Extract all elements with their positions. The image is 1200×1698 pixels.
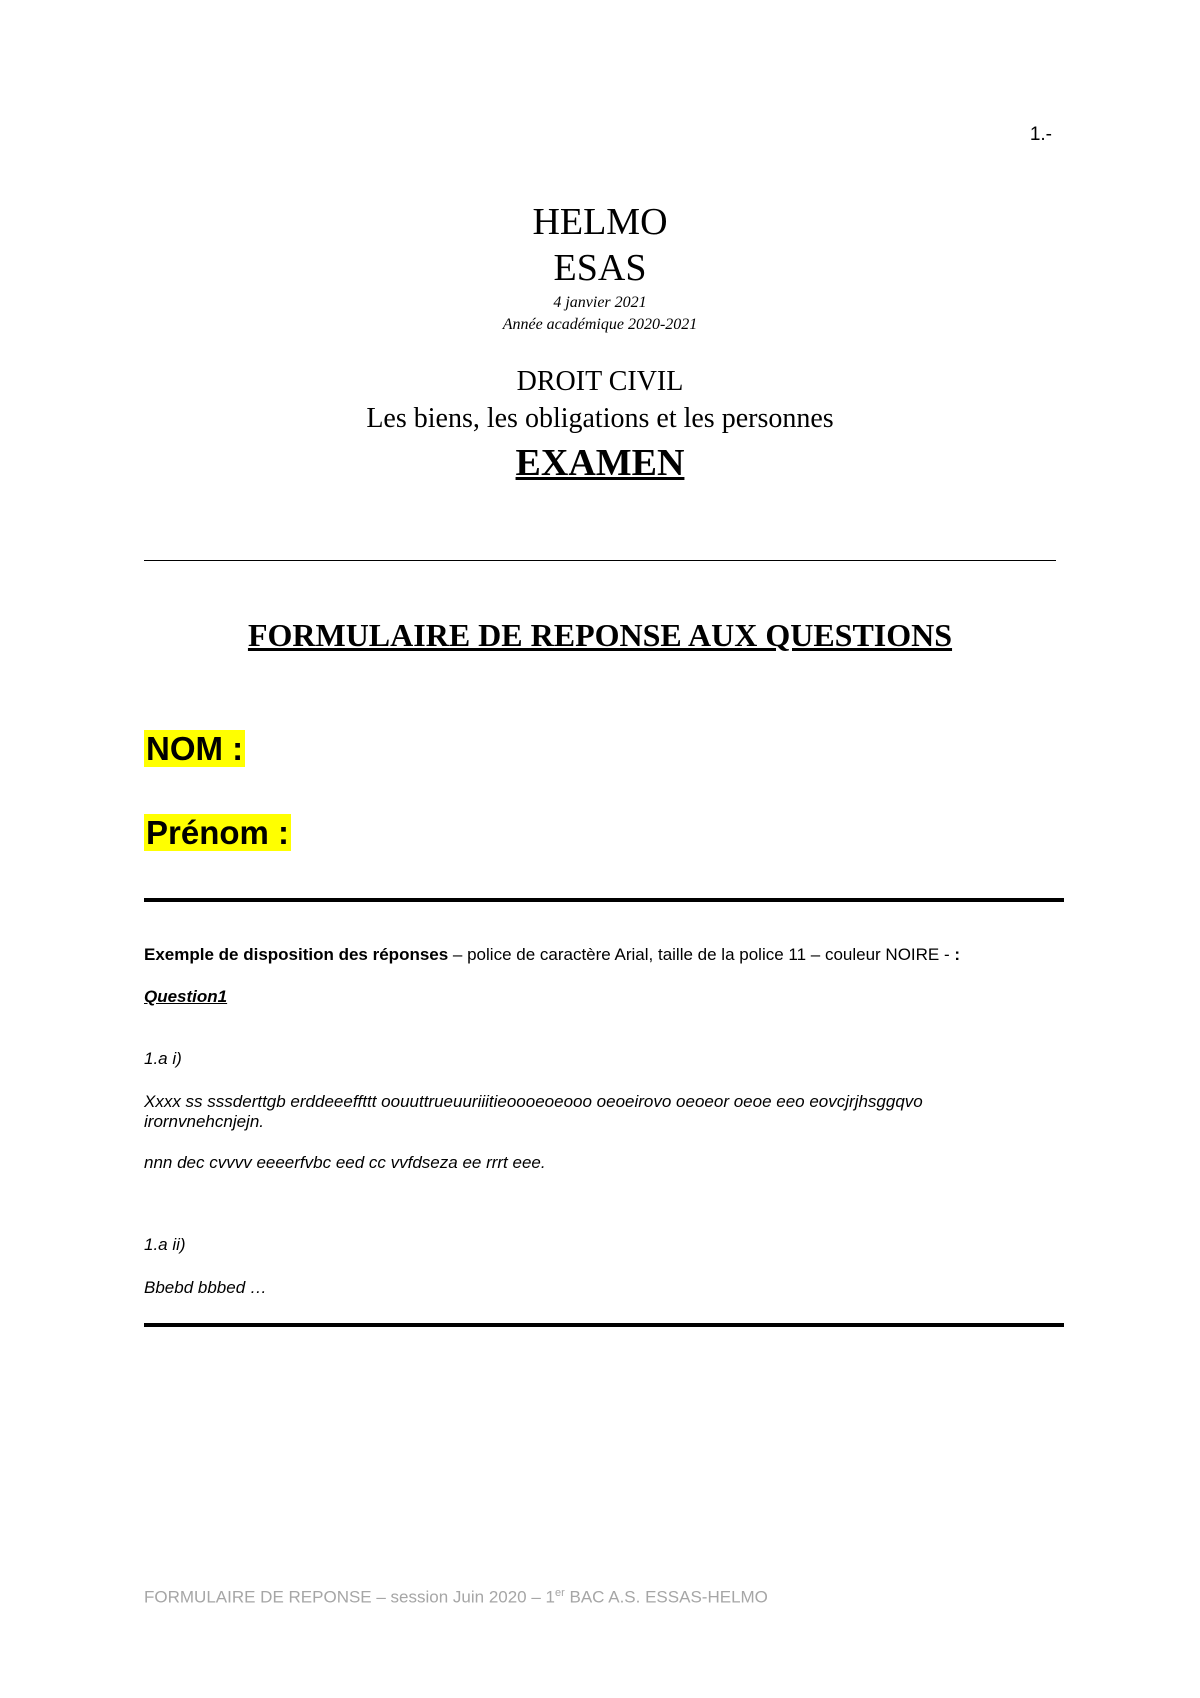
subquestion-label-2: 1.a ii) [144, 1235, 186, 1254]
prenom-field [144, 812, 291, 853]
footer-text-before: FORMULAIRE DE REPONSE – session Juin 2020 – 1 [144, 1587, 555, 1607]
divider-thick-top [144, 898, 1064, 902]
exam-label: EXAMEN [515, 442, 685, 484]
instructions [144, 945, 1074, 965]
answer-paragraph-1: Xxxx ss sssderttgb erddeeeffttt oouuttrueuuriiitieoooeoeooo oeoeirovo oeoeor oeoe eeo eovcjrjhsggqvo irornvnehcnjejn. [144, 1092, 923, 1132]
footer-text-after: BAC A.S. ESSAS-HELMO [564, 1587, 768, 1607]
footer-superscript: er [555, 1587, 565, 1599]
instructions-text: – police de caractère Arial, taille de la police 11 – couleur NOIRE - [448, 945, 955, 964]
prenom-label: Prénom : [146, 814, 290, 851]
answer-paragraph-3: Bbebd bbbed … [144, 1278, 267, 1297]
course-subtitle: Les biens, les obligations et les personnes [366, 403, 834, 434]
course-title: DROIT CIVIL [516, 366, 684, 397]
answer-paragraph-2: nnn dec cvvvv eeeerfvbc eed cc vvfdseza ee rrrt eee. [144, 1153, 546, 1172]
nom-field [144, 728, 245, 769]
question-title: Question1 [144, 987, 228, 1006]
instructions-tail: : [954, 945, 961, 964]
nom-label: NOM : [146, 730, 244, 767]
instructions-lead: Exemple de disposition des réponses [144, 945, 449, 964]
divider-thin [144, 560, 1056, 561]
page-number: 1.- [1029, 124, 1052, 145]
subquestion-label-1: 1.a i) [144, 1049, 182, 1068]
exam-date: 4 janvier 2021 [553, 294, 647, 311]
institution-name: HELMO [532, 201, 668, 243]
divider-thick-bottom [144, 1323, 1064, 1327]
academic-year: Année académique 2020-2021 [502, 316, 698, 333]
page-footer [144, 1587, 768, 1608]
school-name: ESAS [553, 247, 647, 289]
form-title: FORMULAIRE DE REPONSE AUX QUESTIONS [247, 617, 953, 653]
